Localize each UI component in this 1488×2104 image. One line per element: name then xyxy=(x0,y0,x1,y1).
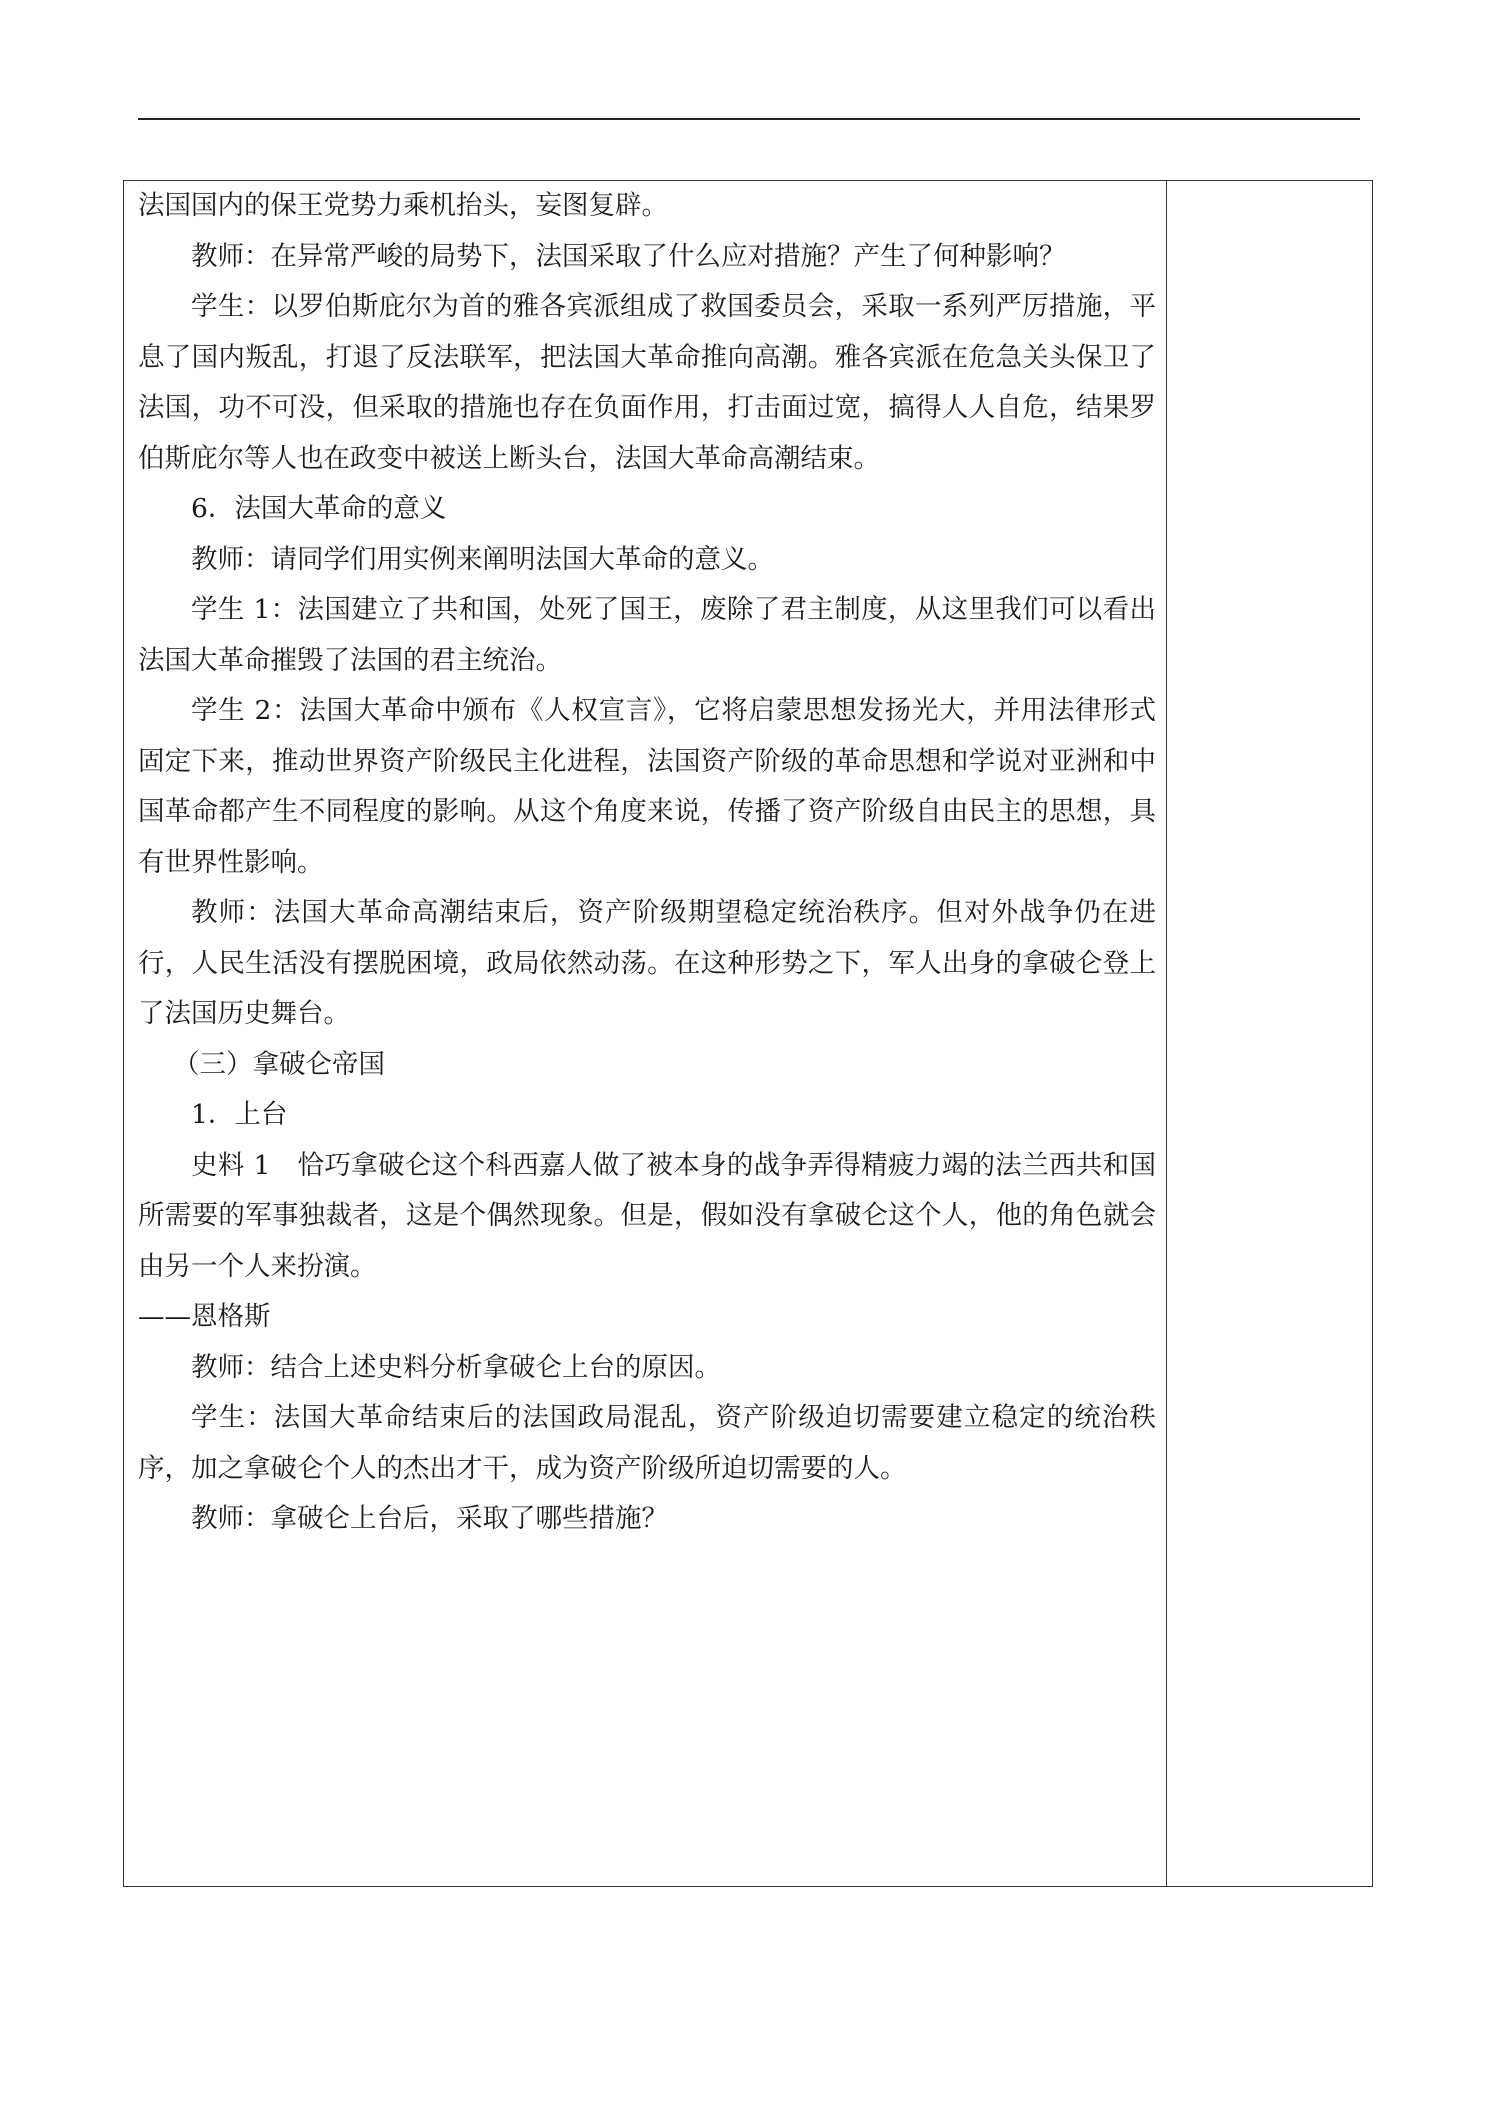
paragraph-student-1: 学生 1：法国建立了共和国，处死了国王，废除了君主制度，从这里我们可以看出法国大革命摧毁了法国的君主统治。 xyxy=(138,594,1156,676)
heading-napoleon-empire: （三）拿破仑帝国 xyxy=(173,1048,385,1080)
paragraph-teacher-question-measures: 教师：在异常严峻的局势下，法国采取了什么应对措施？产生了何种影响？ xyxy=(191,240,1066,272)
lesson-table xyxy=(123,180,1373,1887)
paragraph-teacher-analysis: 教师：结合上述史料分析拿破仑上台的原因。 xyxy=(191,1351,721,1383)
paragraph-teacher-napoleon-intro: 教师：法国大革命高潮结束后，资产阶级期望稳定统治秩序。但对外战争仍在进行，人民生活没有摆脱困境，政局依然动荡。在这种形势之下，军人出身的拿破仑登上了法国历史舞台。 xyxy=(138,897,1156,1029)
quote-attribution: ——恩格斯 xyxy=(138,1301,271,1332)
paragraph-student-2: 学生 2：法国大革命中颁布《人权宣言》，它将启蒙思想发扬光大，并用法律形式固定下来，推动世界资产阶级民主化进程，法国资产阶级的革命思想和学说对亚洲和中国革命都产生不同程度的影响。从这个角度来说，传播了资产阶级自由民主的思想，具有世界性影响。 xyxy=(138,695,1156,878)
paragraph-student-jacobins: 学生：以罗伯斯庇尔为首的雅各宾派组成了救国委员会，采取一系列严厉措施，平息了国内叛乱，打退了反法联军，把法国大革命推向高潮。雅各宾派在危急关头保卫了法国，功不可没，但采取的措施也存在负面作用，打击面过宽，搞得人人自危，结果罗伯斯庇尔等人也在政变中被送上断头台，法国大革命高潮结束。 xyxy=(138,291,1156,474)
lesson-content-cell xyxy=(124,181,1166,1545)
paragraph-student-analysis: 学生：法国大革命结束后的法国政局混乱，资产阶级迫切需要建立稳定的统治秩序，加之拿破仑个人的杰出才干，成为资产阶级所迫切需要的人。 xyxy=(138,1402,1156,1484)
paragraph-source-material-1: 史料 1 恰巧拿破仑这个科西嘉人做了被本身的战争弄得精疲力竭的法兰西共和国所需要的军事独裁者，这是个偶然现象。但是，假如没有拿破仑这个人，他的角色就会由另一个人来扮演。 xyxy=(138,1149,1156,1282)
column-divider xyxy=(1166,181,1167,1886)
paragraph-teacher-measures: 教师：拿破仑上台后，采取了哪些措施？ xyxy=(191,1503,668,1534)
paragraph-royalist-restoration: 法国国内的保王党势力乘机抬头，妄图复辟。 xyxy=(138,190,668,221)
header-rule xyxy=(138,118,1360,120)
heading-significance: 6．法国大革命的意义 xyxy=(191,493,447,524)
heading-rise-to-power: 1．上台 xyxy=(191,1099,288,1130)
paragraph-teacher-significance: 教师：请同学们用实例来阐明法国大革命的意义。 xyxy=(191,543,774,575)
